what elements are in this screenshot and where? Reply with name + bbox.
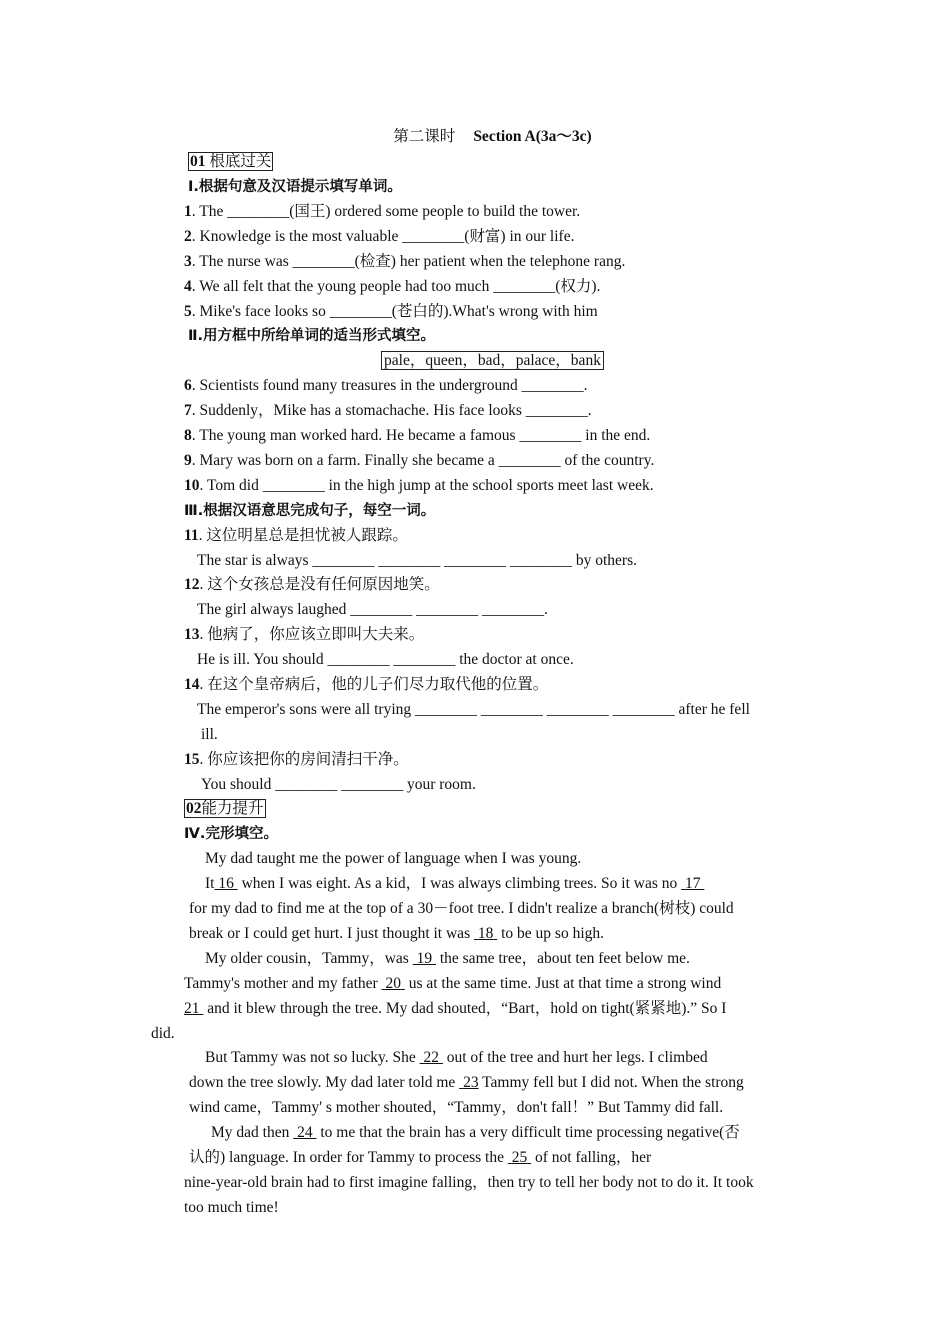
blank-21: 21 [184,1000,200,1017]
title-chinese: 第二课时 [393,128,456,145]
question-12-cn: 12. 这个女孩总是没有任何原因地笑。 [184,576,440,593]
passage-p5-line4: too much time! [184,1199,279,1216]
blank-22: 22 [423,1049,439,1066]
title-english: Section A(3a～3c) [473,128,592,145]
section-box-2-label: 能力提升 [201,800,264,817]
passage-p2-line1: It 16 when I was eight. As a kid，I was always climbing trees. So it was no 17 [205,874,704,894]
passage-p3-line4: did. [151,1025,175,1042]
question-10: 10. Tom did ________ in the high jump at the school sports meet last week. [184,477,654,494]
blank-19: 19 [416,950,433,967]
question-9: 9. Mary was born on a farm. Finally she became a ________ of the country. [184,452,655,469]
passage-p3-line1: My older cousin，Tammy，was 19 the same tree，about ten feet below me. [205,950,690,967]
part1-heading: Ⅰ.根据句意及汉语提示填写单词。 [188,179,402,195]
passage-p3-line2: Tammy's mother and my father 20 us at the same time. Just at that time a strong wind [184,975,722,992]
question-13-en: He is ill. You should ________ ________ the doctor at once. [197,651,574,668]
question-14-en-cont: ill. [201,726,218,743]
passage-p3-line3: 21 and it blew through the tree. My dad shouted，“Bart，hold on tight(紧紧地).” So I [184,1000,727,1017]
section-box-2-num: 02 [186,800,202,817]
question-6: 6. Scientists found many treasures in the underground ________. [184,377,588,394]
question-12-en: The girl always laughed ________ ________ ________. [197,601,548,618]
question-5: 5. Mike's face looks so ________(苍白的).What's wrong with him [184,303,598,320]
question-7: 7. Suddenly，Mike has a stomachache. His face looks ________. [184,402,592,419]
question-2: 2. Knowledge is the most valuable ________(财富) in our life. [184,228,575,245]
passage-p5-line1: My dad then 24 to me that the brain has a very difficult time processing negative(否 [211,1124,740,1141]
section-box-2 [184,799,266,819]
question-15-cn: 15. 你应该把你的房间清扫干净。 [184,751,409,768]
blank-23: 23 [463,1074,479,1091]
section-box-1-num: 01 [190,153,206,170]
blank-18: 18 [477,925,494,942]
blank-17: 17 [685,875,701,892]
question-14-cn: 14. 在这个皇帝病后，他的儿子们尽力取代他的位置。 [184,676,549,693]
section-box-1-label: 根底过关 [209,153,272,170]
part2-heading: Ⅱ.用方框中所给单词的适当形式填空。 [188,328,436,344]
passage-p2-line3: break or I could get hurt. I just thought it was 18 to be up so high. [189,925,605,942]
question-3: 3. The nurse was ________(检查) her patient when the telephone rang. [184,253,626,270]
question-1: 1. The ________(国王) ordered some people to build the tower. [184,203,581,220]
passage-p5-line2: 认的) language. In order for Tammy to process the 25 of not falling，her [189,1149,652,1166]
passage-p5-line3: nine-year-old brain had to first imagine falling，then try to tell her body not to do it. It took [184,1174,754,1191]
section-box-1 [188,152,273,172]
passage-p4-line1: But Tammy was not so lucky. She 22 out of the tree and hurt her legs. I climbed [205,1049,708,1066]
blank-25: 25 [511,1149,528,1166]
question-11-cn: 11. 这位明星总是担忧被人跟踪。 [184,527,408,544]
blank-24: 24 [297,1124,313,1141]
question-15-en: You should ________ ________ your room. [201,776,476,793]
question-14-en: The emperor's sons were all trying ________ ________ ________ ________ after he fell [197,701,750,718]
page-title [0,127,950,147]
part4-heading: Ⅳ.完形填空。 [184,826,278,842]
word-box: pale，queen，bad，palace，bank [0,351,950,371]
blank-16: 16 [218,875,234,892]
part3-heading: Ⅲ.根据汉语意思完成句子，每空一词。 [184,503,436,519]
blank-20: 20 [385,975,401,992]
passage-p1: My dad taught me the power of language when I was young. [205,850,582,867]
passage-p4-line2: down the tree slowly. My dad later told me 23 Tammy fell but I did not. When the strong [189,1074,744,1091]
passage-p4-line3: wind came，Tammy' s mother shouted，“Tammy，don't fall！” But Tammy did fall. [189,1099,724,1116]
question-8: 8. The young man worked hard. He became a famous ________ in the end. [184,427,651,444]
question-13-cn: 13. 他病了，你应该立即叫大夫来。 [184,626,425,643]
question-4: 4. We all felt that the young people had too much ________(权力). [184,278,601,295]
question-11-en: The star is always ________ ________ ________ ________ by others. [197,552,637,569]
passage-p2-line2: for my dad to find me at the top of a 30－foot tree. I didn't realize a branch(树枝) could [189,900,734,917]
